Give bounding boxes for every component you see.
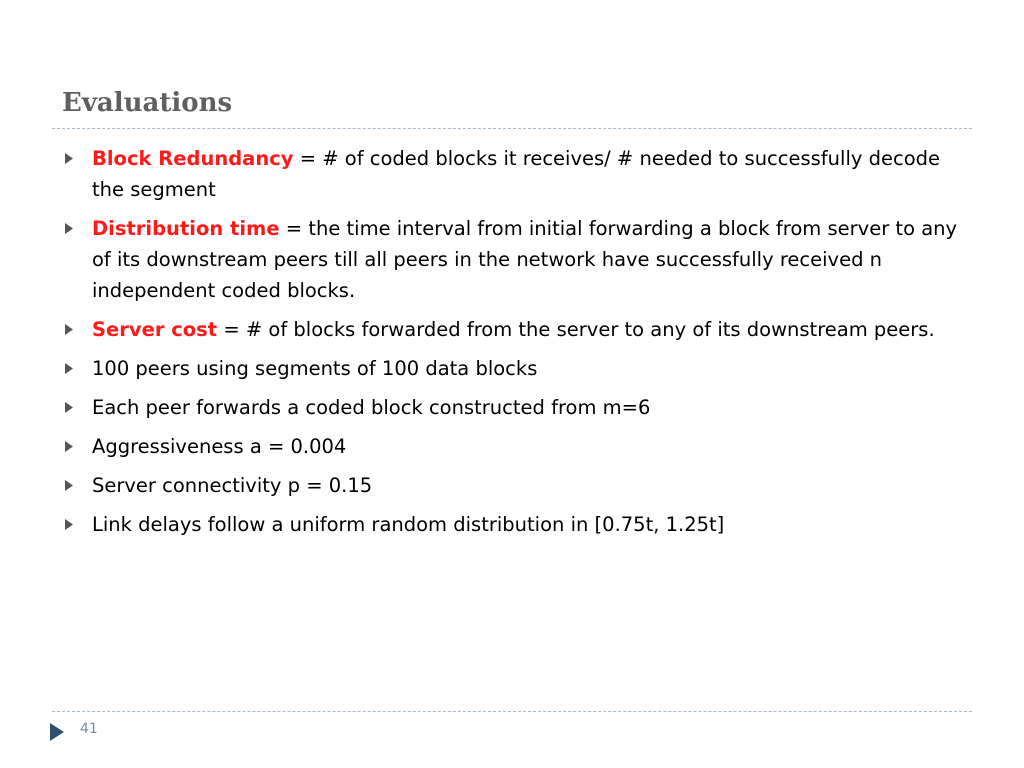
bullet-term: Block Redundancy [92, 147, 294, 170]
bullet-triangle-icon [62, 431, 76, 462]
bullet-triangle-icon [62, 509, 76, 540]
bullet-item [62, 353, 962, 384]
title-divider [52, 128, 972, 129]
footer-divider [52, 711, 972, 712]
bullet-item [62, 509, 962, 540]
bullet-triangle-icon [62, 213, 76, 244]
bullet-term: Distribution time [92, 217, 280, 240]
bullet-list [62, 143, 962, 548]
bullet-item [62, 143, 962, 205]
bullet-item [62, 470, 962, 501]
bullet-text: 100 peers using segments of 100 data blocks [92, 357, 538, 380]
bullet-triangle-icon [62, 143, 76, 174]
bullet-text: Server connectivity p = 0.15 [92, 474, 373, 497]
footer-triangle-icon [50, 723, 64, 741]
bullet-triangle-icon [62, 314, 76, 345]
bullet-text: = the time interval from initial forwarding a block from server to any of its downstream peers till all peers in the network have successfully received n independent coded blocks. [92, 217, 958, 302]
bullet-term: Server cost [92, 318, 218, 341]
bullet-text: Link delays follow a uniform random distribution in [0.75t, 1.25t] [92, 513, 725, 536]
slide-title: Evaluations [62, 88, 233, 118]
bullet-item [62, 431, 962, 462]
bullet-text: = # of blocks forwarded from the server to any of its downstream peers. [217, 318, 935, 341]
bullet-text: Aggressiveness a = 0.004 [92, 435, 347, 458]
bullet-text: Each peer forwards a coded block constructed from m=6 [92, 396, 651, 419]
bullet-triangle-icon [62, 392, 76, 423]
page-number: 41 [80, 721, 98, 737]
bullet-text: = # of coded blocks it receives/ # needed to successfully decode the segment [92, 147, 941, 201]
bullet-item [62, 392, 962, 423]
bullet-item [62, 213, 962, 306]
bullet-triangle-icon [62, 353, 76, 384]
bullet-triangle-icon [62, 470, 76, 501]
bullet-item [62, 314, 962, 345]
